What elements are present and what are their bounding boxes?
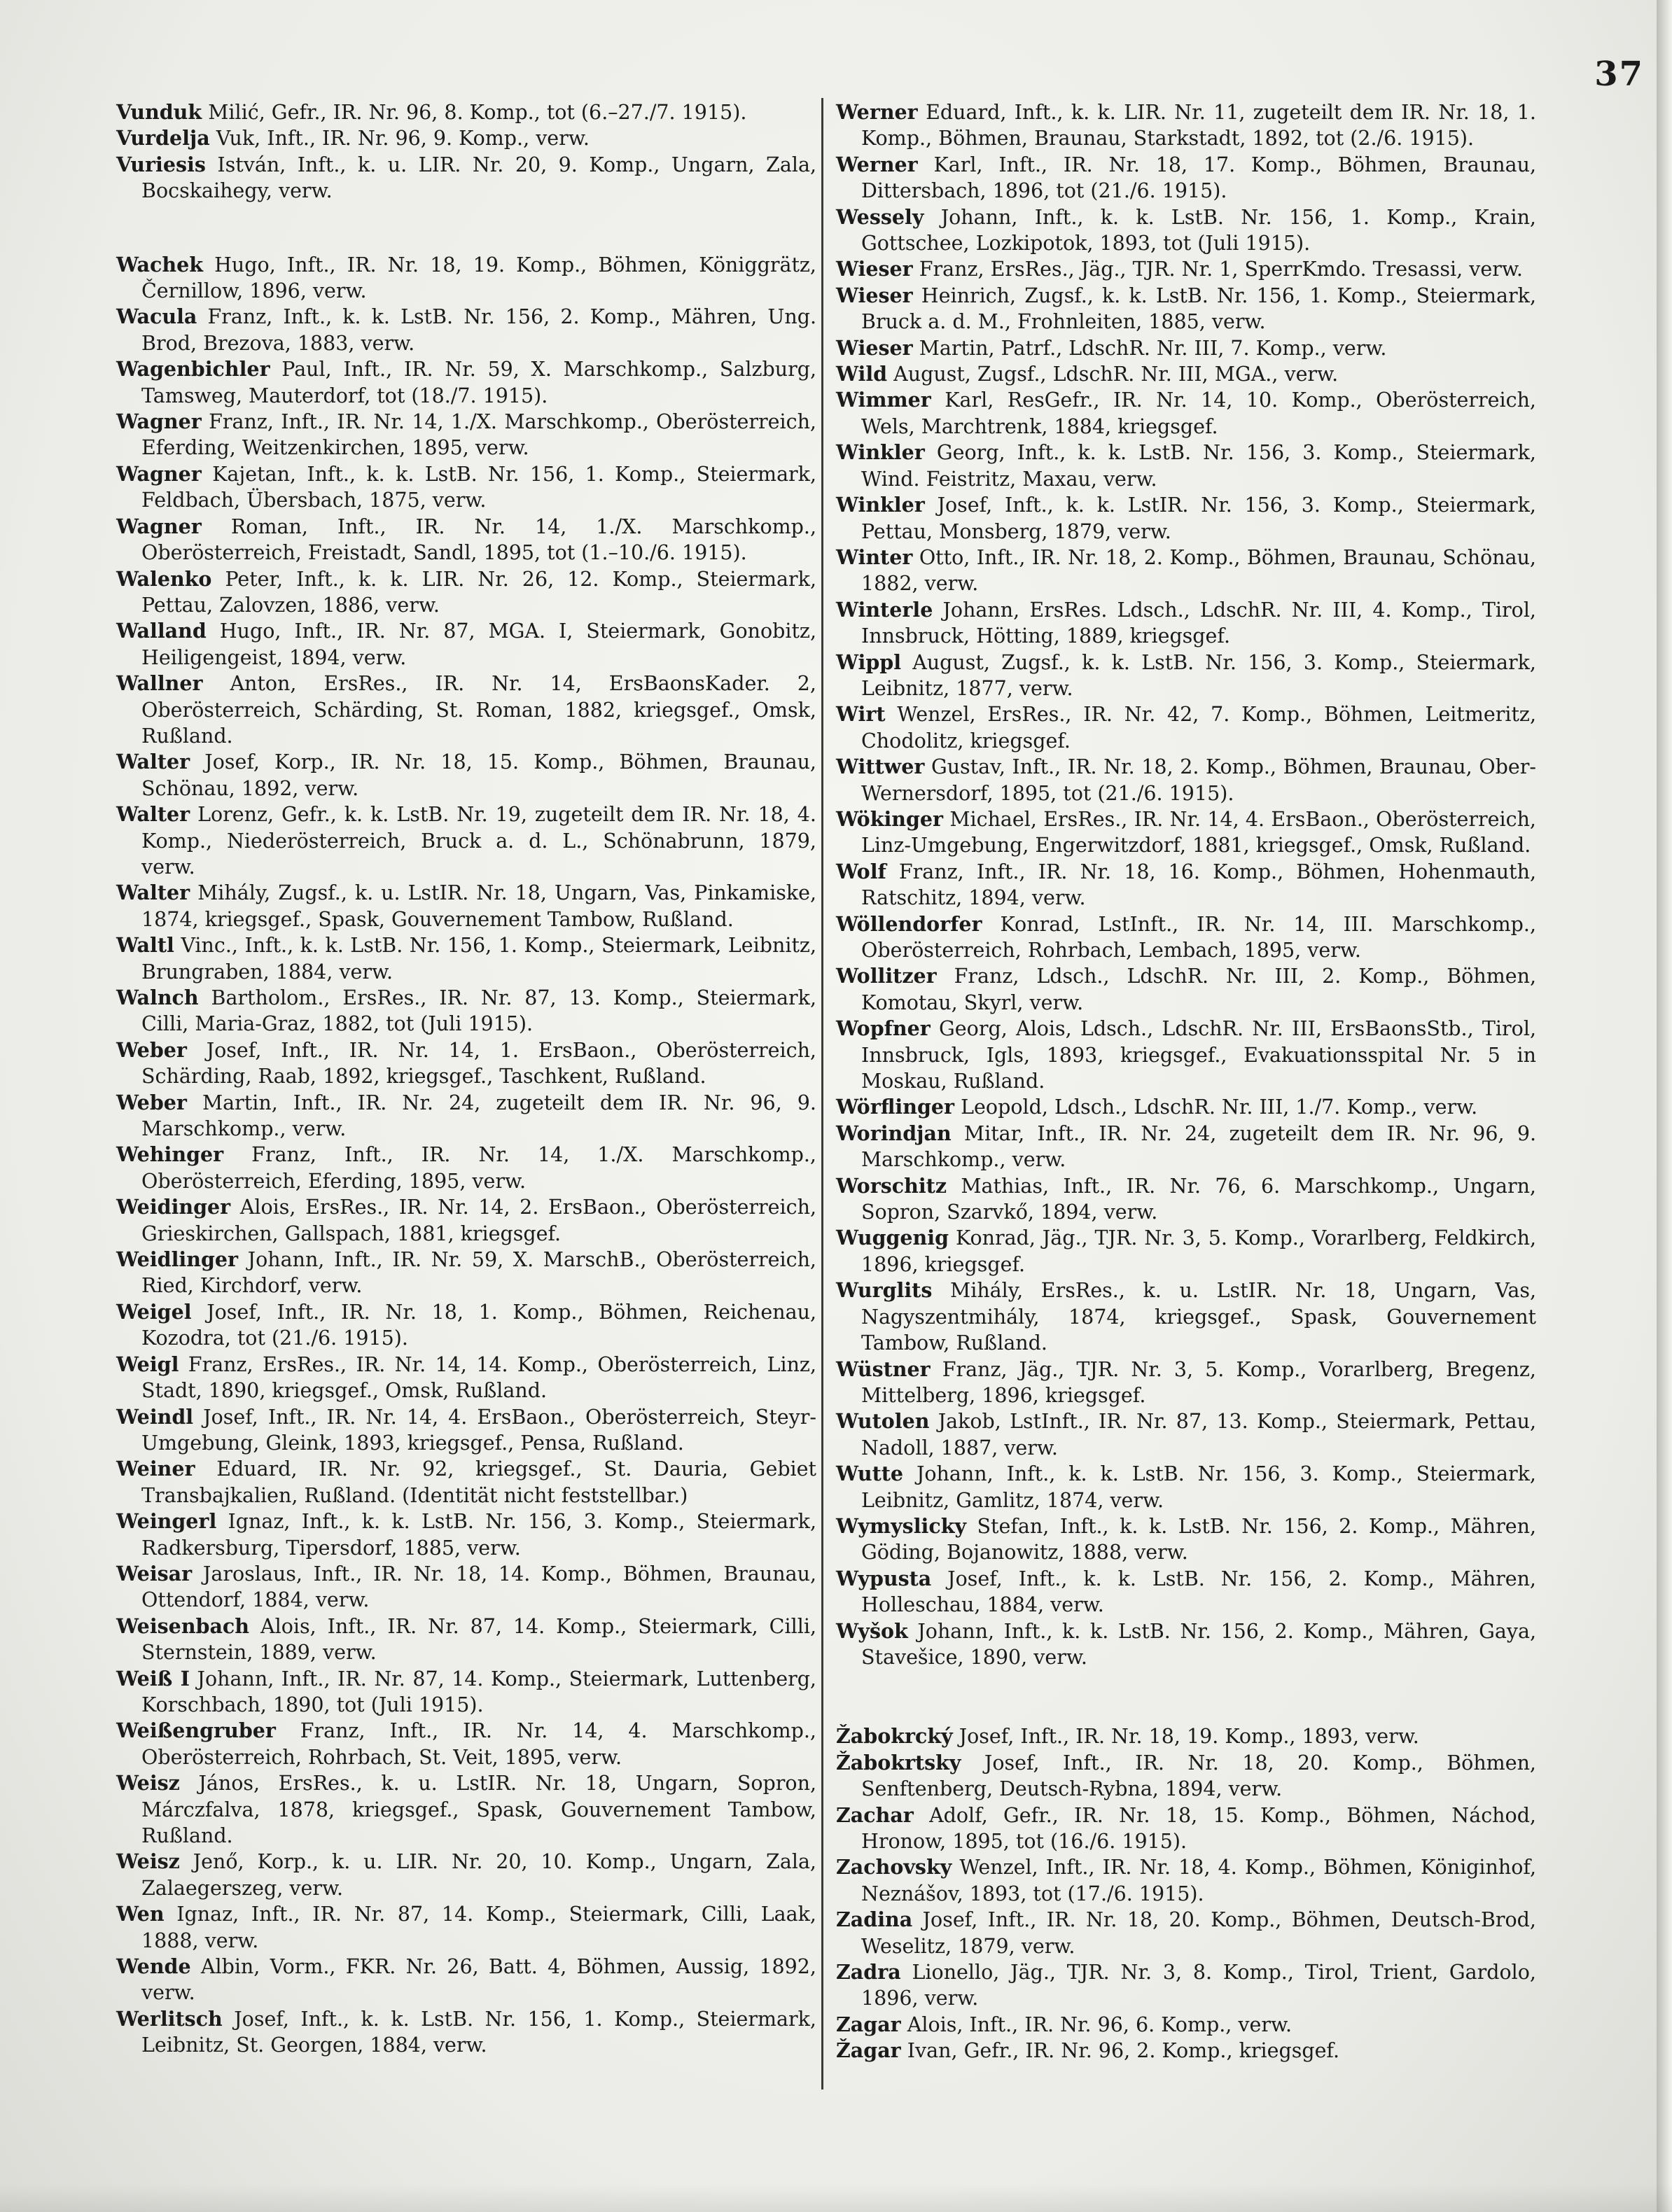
entry-surname: Weißengruber (116, 1718, 276, 1743)
entry-surname: Wieser (836, 257, 913, 281)
entry-details: Josef, Inft., IR. Nr. 14, 4. ErsBaon., Oberösterreich, Steyr-Umgebung, Gleink, 1893, kriegsgef., Pensa, Rußland. (141, 1405, 816, 1455)
entry-surname: Worindjan (836, 1121, 952, 1145)
entry-surname: Walnch (116, 986, 199, 1009)
entry-details: Milić, Gefr., IR. Nr. 96, 8. Komp., tot (6.–27./7. 1915). (208, 101, 747, 124)
register-entry (116, 1718, 816, 1770)
entry-surname: Weber (116, 1037, 187, 1062)
entry-details: Georg, Inft., k. k. LstB. Nr. 156, 3. Komp., Steiermark, Wind. Feistritz, Maxau, verw. (861, 441, 1536, 491)
entry-surname: Wessely (836, 204, 924, 229)
entry-details: Martin, Inft., IR. Nr. 24, zugeteilt dem IR. Nr. 96, 9. Marschkomp., verw. (141, 1091, 816, 1141)
entry-details: István, Inft., k. u. LIR. Nr. 20, 9. Komp., Ungarn, Zala, Bocskaihegy, verw. (141, 153, 816, 203)
entry-details: Leopold, Ldsch., LdschR. Nr. III, 1./7. Komp., verw. (961, 1096, 1478, 1119)
entry-details: Josef, Korp., IR. Nr. 18, 15. Komp., Böhmen, Braunau, Schönau, 1892, verw. (141, 750, 816, 800)
register-entry (116, 1954, 816, 2006)
register-entry (836, 1959, 1536, 2012)
register-entry (836, 1357, 1536, 1409)
entry-surname: Weisar (116, 1561, 193, 1586)
register-entry (116, 1142, 816, 1194)
entry-surname: Weiner (116, 1457, 195, 1481)
register-entry (836, 1566, 1536, 1618)
register-entry (116, 1770, 816, 1849)
register-entry (116, 152, 816, 204)
register-entry (116, 1037, 816, 1090)
entry-surname: Winterle (836, 597, 933, 622)
entry-details: Jaroslaus, Inft., IR. Nr. 18, 14. Komp., Böhmen, Braunau, Ottendorf, 1884, verw. (141, 1562, 816, 1612)
entry-details: Franz, Inft., IR. Nr. 18, 16. Komp., Böhmen, Hohenmauth, Ratschitz, 1894, verw. (861, 860, 1536, 910)
entry-surname: Wallner (116, 671, 203, 696)
entry-details: Mihály, ErsRes., k. u. LstIR. Nr. 18, Ungarn, Vas, Nagyszentmihály, 1874, kriegsgef., Spask, Gouvernement Tambow, Rußland. (861, 1279, 1537, 1355)
entry-details: Lionello, Jäg., TJR. Nr. 3, 8. Komp., Tirol, Trient, Gardolo, 1896, verw. (861, 1961, 1536, 2010)
entry-details: Johann, Inft., IR. Nr. 87, 14. Komp., Steiermark, Luttenberg, Korschbach, 1890, tot (Juli 1915). (141, 1667, 816, 1716)
entry-details: Konrad, Jäg., TJR. Nr. 3, 5. Komp., Vorarlberg, Feldkirch, 1896, kriegsgef. (861, 1226, 1536, 1276)
entry-details: Vinc., Inft., k. k. LstB. Nr. 156, 1. Komp., Steiermark, Leibnitz, Brungraben, 1884, verw. (141, 934, 817, 983)
entry-surname: Wippl (836, 650, 902, 674)
entry-details: Roman, Inft., IR. Nr. 14, 1./X. Marschkomp., Oberösterreich, Freistadt, Sandl, 1895, tot (1.–10./6. 1915). (141, 514, 816, 565)
entry-group-z (836, 1723, 1536, 2064)
entry-surname: Weidinger (116, 1195, 231, 1219)
entry-surname: Wirt (836, 702, 886, 727)
right-column (836, 99, 1536, 2064)
register-entry (116, 802, 816, 880)
entry-surname: Wopfner (836, 1016, 931, 1041)
register-entry (116, 99, 816, 125)
register-entry (836, 152, 1536, 204)
entry-details: Josef, Inft., IR. Nr. 18, 19. Komp., 1893, verw. (959, 1725, 1419, 1749)
entry-details: Ignaz, Inft., IR. Nr. 87, 14. Komp., Steiermark, Cilli, Laak, 1888, verw. (141, 1903, 816, 1952)
register-entry (836, 1016, 1536, 1094)
entry-surname: Walter (116, 750, 190, 774)
register-entry (116, 1666, 816, 1718)
register-entry (116, 749, 816, 802)
entry-surname: Vurdelja (116, 126, 210, 150)
entry-details: Heinrich, Zugsf., k. k. LstB. Nr. 156, 1. Komp., Steiermark, Bruck a. d. M., Frohnleiten, 1885, verw. (861, 284, 1537, 334)
entry-details: Alois, Inft., IR. Nr. 96, 6. Komp., verw. (907, 2012, 1293, 2036)
entry-details: Franz, ErsRes., Jäg., TJR. Nr. 1, SperrKmdo. Tresassi, verw. (919, 258, 1523, 281)
register-entry (836, 2038, 1536, 2064)
entry-surname: Wacula (116, 304, 197, 329)
entry-details: Franz, ErsRes., IR. Nr. 14, 14. Komp., Oberösterreich, Linz, Stadt, 1890, kriegsgef., Omsk, Rußland. (141, 1352, 817, 1403)
entry-surname: Wuggenig (836, 1226, 949, 1250)
entry-details: Karl, Inft., IR. Nr. 18, 17. Komp., Böhmen, Braunau, Dittersbach, 1896, tot (21./6. 1915). (861, 153, 1537, 203)
register-entry (836, 361, 1536, 387)
entry-surname: Wökinger (836, 806, 944, 831)
register-entry (116, 2006, 816, 2059)
register-entry (116, 985, 816, 1037)
entry-surname: Zachovsky (836, 1855, 952, 1879)
entry-surname: Žagar (836, 2038, 901, 2063)
entry-surname: Zadra (836, 1960, 901, 1984)
register-entry (836, 440, 1536, 492)
entry-surname: Wollitzer (836, 964, 937, 988)
entry-surname: Weigel (116, 1299, 192, 1324)
entry-details: Albin, Vorm., FKR. Nr. 26, Batt. 4, Böhmen, Aussig, 1892, verw. (141, 1955, 816, 2005)
register-entry (836, 99, 1536, 152)
register-entry (116, 671, 816, 749)
register-entry (116, 618, 816, 671)
entry-surname: Wagner (116, 461, 202, 486)
register-entry (836, 806, 1536, 859)
entry-details: Martin, Patrf., LdschR. Nr. III, 7. Komp., verw. (919, 336, 1387, 360)
column-divider (821, 98, 823, 2090)
entry-details: Josef, Inft., IR. Nr. 18, 1. Komp., Böhmen, Reichenau, Kozodra, tot (21./6. 1915). (141, 1300, 816, 1350)
register-entry (836, 1618, 1536, 1671)
register-entry (116, 1849, 816, 1901)
entry-details: Josef, Inft., k. k. LstB. Nr. 156, 1. Komp., Steiermark, Leibnitz, St. Georgen, 1884, verw. (141, 2007, 816, 2057)
entry-details: Josef, Inft., IR. Nr. 14, 1. ErsBaon., Oberösterreich, Schärding, Raab, 1892, kriegsgef., Taschkent, Rußland. (141, 1038, 816, 1088)
register-entry (836, 1461, 1536, 1513)
entry-surname: Zadina (836, 1907, 913, 1932)
entry-details: Paul, Inft., IR. Nr. 59, X. Marschkomp., Salzburg, Tamsweg, Mauterdorf, tot (18./7. 1915). (141, 358, 816, 407)
register-entry (836, 701, 1536, 754)
entry-group-v (116, 99, 816, 204)
register-entry (116, 1508, 816, 1561)
entry-details: Franz, Jäg., TJR. Nr. 3, 5. Komp., Vorarlberg, Bregenz, Mittelberg, 1896, kriegsgef. (861, 1357, 1536, 1407)
entry-details: Josef, Inft., k. k. LstIR. Nr. 156, 3. Komp., Steiermark, Pettau, Monsberg, 1879, verw. (861, 493, 1536, 543)
entry-surname: Wurglits (836, 1278, 933, 1303)
register-entry (836, 754, 1536, 806)
entry-details: Konrad, LstInft., IR. Nr. 14, III. Marschkomp., Oberösterreich, Rohrbach, Lembach, 1895, verw. (861, 912, 1536, 962)
entry-surname: Wagenbichler (116, 357, 270, 382)
entry-surname: Waltl (116, 933, 174, 958)
entry-surname: Wutte (836, 1462, 904, 1486)
entry-details: Eduard, Inft., k. k. LIR. Nr. 11, zugeteilt dem IR. Nr. 18, 1. Komp., Böhmen, Braunau, Starkstadt, 1892, tot (2./6. 1915). (861, 101, 1536, 150)
entry-surname: Walland (116, 619, 207, 643)
register-entry (116, 1194, 816, 1247)
entry-details: August, Zugsf., LdschR. Nr. III, MGA., verw. (893, 363, 1339, 386)
register-entry (836, 1094, 1536, 1120)
register-entry (116, 566, 816, 619)
entry-surname: Weber (116, 1090, 187, 1114)
register-entry (836, 1750, 1536, 1802)
entry-surname: Walenko (116, 566, 212, 591)
entry-details: Franz, Inft., IR. Nr. 14, 4. Marschkomp., Oberösterreich, Rohrbach, St. Veit, 1895, verw. (141, 1719, 816, 1769)
entry-details: Alois, Inft., IR. Nr. 87, 14. Komp., Steiermark, Cilli, Sternstein, 1889, verw. (141, 1614, 817, 1665)
register-entry (836, 492, 1536, 545)
entry-surname: Walter (116, 881, 190, 905)
entry-details: Wenzel, ErsRes., IR. Nr. 42, 7. Komp., Böhmen, Leitmeritz, Chodolitz, kriegsgef. (861, 703, 1536, 752)
entry-surname: Winter (836, 545, 913, 569)
entry-details: Johann, Inft., k. k. LstB. Nr. 156, 3. Komp., Steiermark, Leibnitz, Gamlitz, 1874, verw. (861, 1462, 1536, 1512)
entry-surname: Weingerl (116, 1509, 217, 1534)
entry-details: Eduard, IR. Nr. 92, kriegsgef., St. Dauria, Gebiet Transbajkalien, Rußland. (Identität nicht feststellbar.) (141, 1457, 816, 1507)
register-entry (836, 1802, 1536, 1855)
register-entry (836, 597, 1536, 650)
entry-details: Hugo, Inft., IR. Nr. 87, MGA. I, Steiermark, Gonobitz, Heiligengeist, 1894, verw. (141, 620, 817, 669)
entry-surname: Winkler (836, 493, 925, 517)
left-column (116, 99, 816, 2059)
register-entry (116, 1247, 816, 1299)
entry-details: Anton, ErsRes., IR. Nr. 14, ErsBaonsKader. 2, Oberösterreich, Schärding, St. Roman, 1882, kriegsgef., Omsk, Rußland. (141, 672, 816, 748)
entry-surname: Wüstner (836, 1357, 931, 1381)
entry-group-w (836, 99, 1536, 1670)
entry-details: Johann, Inft., k. k. LstB. Nr. 156, 1. Komp., Krain, Gottschee, Lozkipotok, 1893, tot (Juli 1915). (861, 205, 1536, 255)
entry-details: Alois, ErsRes., IR. Nr. 14, 2. ErsBaon., Oberösterreich, Grieskirchen, Gallspach, 1881, kriegsgef. (141, 1196, 817, 1245)
entry-details: Johann, Inft., k. k. LstB. Nr. 156, 2. Komp., Mähren, Gaya, Stavešice, 1890, verw. (861, 1619, 1537, 1669)
entry-group-w (116, 252, 816, 2059)
register-entry (836, 1513, 1536, 1566)
entry-details: Karl, ResGefr., IR. Nr. 14, 10. Komp., Oberösterreich, Wels, Marchtrenk, 1884, kriegsgef. (861, 388, 1536, 438)
register-entry (836, 387, 1536, 440)
register-entry (116, 1404, 816, 1457)
entry-details: Gustav, Inft., IR. Nr. 18, 2. Komp., Böhmen, Braunau, Ober-Wernersdorf, 1895, tot (21./6. 1915). (861, 755, 1536, 805)
register-entry (836, 1173, 1536, 1226)
register-entry (836, 650, 1536, 702)
register-entry (836, 204, 1536, 257)
entry-surname: Wittwer (836, 755, 925, 779)
register-entry (116, 252, 816, 304)
register-entry (836, 283, 1536, 335)
entry-surname: Weigl (116, 1352, 179, 1376)
entry-details: Otto, Inft., IR. Nr. 18, 2. Komp., Böhmen, Braunau, Schönau, 1882, verw. (861, 545, 1536, 596)
entry-surname: Wagner (116, 410, 202, 434)
entry-details: Johann, Inft., IR. Nr. 59, X. MarschB., Oberösterreich, Ried, Kirchdorf, verw. (141, 1248, 816, 1298)
register-entry (116, 409, 816, 461)
entry-details: Josef, Inft., k. k. LstB. Nr. 156, 2. Komp., Mähren, Holleschau, 1884, verw. (861, 1567, 1536, 1617)
entry-surname: Wypusta (836, 1566, 932, 1590)
entry-details: Franz, Ldsch., LdschR. Nr. III, 2. Komp., Böhmen, Komotau, Skyrl, verw. (861, 965, 1537, 1014)
entry-details: Vuk, Inft., IR. Nr. 96, 9. Komp., verw. (216, 127, 590, 150)
register-entry (836, 1907, 1536, 1959)
register-entry (116, 461, 816, 514)
page-bottom-shadow (0, 2184, 1672, 2212)
register-entry (116, 1352, 816, 1404)
register-entry (836, 1278, 1536, 1356)
entry-details: Peter, Inft., k. k. LIR. Nr. 26, 12. Komp., Steiermark, Pettau, Zalovzen, 1886, verw. (141, 567, 817, 617)
register-entry (116, 880, 816, 932)
register-entry (836, 963, 1536, 1016)
entry-surname: Wagner (116, 514, 202, 538)
register-entry (116, 1561, 816, 1614)
entry-surname: Winkler (836, 440, 925, 465)
entry-surname: Wild (836, 362, 888, 386)
entry-surname: Zagar (836, 2012, 901, 2036)
entry-surname: Wöllendorfer (836, 911, 982, 936)
entry-details: Franz, Inft., IR. Nr. 14, 1./X. Marschkomp., Oberösterreich, Eferding, 1895, verw. (141, 1143, 816, 1193)
entry-details: Michael, ErsRes., IR. Nr. 14, 4. ErsBaon., Oberösterreich, Linz-Umgebung, Engerwitzdorf, 1881, kriegsgef., Omsk, Rußland. (861, 807, 1536, 858)
entry-details: Mathias, Inft., IR. Nr. 76, 6. Marschkomp., Ungarn, Sopron, Szarvkő, 1894, verw. (861, 1174, 1536, 1224)
group-spacer (116, 204, 816, 252)
page-edge-shadow (1657, 0, 1672, 2212)
entry-details: Ignaz, Inft., k. k. LstB. Nr. 156, 3. Komp., Steiermark, Radkersburg, Tipersdorf, 1885, verw. (141, 1510, 816, 1560)
register-entry (116, 356, 816, 409)
entry-surname: Werner (836, 100, 918, 124)
register-entry (836, 545, 1536, 597)
entry-details: Johann, ErsRes. Ldsch., LdschR. Nr. III, 4. Komp., Tirol, Innsbruck, Hötting, 1889, kriegsgef. (861, 598, 1536, 648)
entry-surname: Wieser (836, 335, 913, 360)
register-entry (116, 932, 816, 985)
entry-surname: Wehinger (116, 1142, 224, 1167)
entry-surname: Wutolen (836, 1409, 930, 1434)
entry-surname: Wyšok (836, 1618, 908, 1643)
entry-details: Stefan, Inft., k. k. LstB. Nr. 156, 2. Komp., Mähren, Göding, Bojanowitz, 1888, verw. (861, 1514, 1536, 1564)
entry-details: Bartholom., ErsRes., IR. Nr. 87, 13. Komp., Steiermark, Cilli, Maria-Graz, 1882, tot (Juli 1915). (141, 986, 817, 1036)
entry-surname: Wachek (116, 252, 203, 276)
entry-surname: Werner (836, 152, 918, 176)
entry-surname: Weisz (116, 1771, 180, 1795)
entry-details: Georg, Alois, Ldsch., LdschR. Nr. III, ErsBaonsStb., Tirol, Innsbruck, Igls, 1893, kriegsgef., Evakuationsspital Nr. 5 in Moskau, Rußland. (861, 1017, 1537, 1093)
register-entry (836, 2012, 1536, 2038)
register-entry (116, 1614, 816, 1666)
entry-details: János, ErsRes., k. u. LstIR. Nr. 18, Ungarn, Sopron, Márczfalva, 1878, kriegsgef., Spask, Gouvernement Tambow, Rußland. (141, 1772, 816, 1847)
group-spacer (836, 1670, 1536, 1723)
register-entry (836, 1121, 1536, 1173)
register-entry (836, 256, 1536, 282)
entry-surname: Wende (116, 1954, 191, 1979)
entry-surname: Zachar (836, 1802, 914, 1827)
entry-surname: Worschitz (836, 1173, 947, 1198)
register-entry (116, 1090, 816, 1142)
entry-details: Josef, Inft., IR. Nr. 18, 20. Komp., Böhmen, Senftenberg, Deutsch-Rybna, 1894, verw. (861, 1751, 1536, 1801)
entry-details: Franz, Inft., k. k. LstB. Nr. 156, 2. Komp., Mähren, Ung. Brod, Brezova, 1883, verw. (141, 305, 817, 355)
register-entry (116, 514, 816, 566)
entry-surname: Wieser (836, 283, 913, 307)
entry-details: Lorenz, Gefr., k. k. LstB. Nr. 19, zugeteilt dem IR. Nr. 18, 4. Komp., Niederösterreich, Bruck a. d. L., Schönabrunn, 1879, verw. (141, 803, 816, 878)
entry-surname: Werlitsch (116, 2006, 223, 2031)
entry-surname: Weiß I (116, 1666, 190, 1690)
entry-surname: Žabokrtsky (836, 1750, 961, 1774)
entry-details: Ivan, Gefr., IR. Nr. 96, 2. Komp., kriegsgef. (907, 2039, 1340, 2063)
entry-surname: Žabokrcký (836, 1724, 953, 1749)
entry-surname: Wymyslicky (836, 1513, 967, 1538)
entry-surname: Wörflinger (836, 1095, 955, 1119)
register-entry (836, 335, 1536, 361)
page-number: 37 (1594, 55, 1644, 94)
entry-details: Kajetan, Inft., k. k. LstB. Nr. 156, 1. Komp., Steiermark, Feldbach, Übersbach, 1875, verw. (141, 462, 817, 512)
entry-details: Franz, Inft., IR. Nr. 14, 1./X. Marschkomp., Oberösterreich, Eferding, Weitzenkirchen, 1895, verw. (141, 410, 816, 460)
register-entry (836, 1723, 1536, 1749)
entry-details: Mitar, Inft., IR. Nr. 24, zugeteilt dem IR. Nr. 96, 9. Marschkomp., verw. (861, 1121, 1537, 1172)
register-entry (116, 125, 816, 151)
entry-surname: Weidlinger (116, 1247, 239, 1272)
entry-surname: Weisenbach (116, 1614, 250, 1638)
entry-details: Adolf, Gefr., IR. Nr. 18, 15. Komp., Böhmen, Náchod, Hronow, 1895, tot (16./6. 1915). (861, 1803, 1536, 1853)
register-entry (836, 1225, 1536, 1278)
entry-surname: Weisz (116, 1849, 180, 1874)
register-entry (836, 911, 1536, 964)
entry-surname: Wen (116, 1902, 165, 1926)
entry-surname: Vuriesis (116, 152, 206, 176)
entry-surname: Wolf (836, 859, 886, 883)
entry-details: Jenő, Korp., k. u. LIR. Nr. 20, 10. Komp., Ungarn, Zala, Zalaegerszeg, verw. (141, 1850, 816, 1900)
register-entry (836, 1854, 1536, 1907)
entry-surname: Weindl (116, 1404, 194, 1429)
register-entry (116, 1456, 816, 1508)
register-entry (116, 1901, 816, 1954)
entry-surname: Wimmer (836, 388, 931, 412)
entry-details: Mihály, Zugsf., k. u. LstIR. Nr. 18, Ungarn, Vas, Pinkamiske, 1874, kriegsgef., Spask, Gouvernement Tambow, Rußland. (141, 881, 817, 931)
register-entry (836, 859, 1536, 911)
entry-details: Hugo, Inft., IR. Nr. 18, 19. Komp., Böhmen, Königgrätz, Černillow, 1896, verw. (141, 253, 816, 303)
register-entry (116, 304, 816, 356)
entry-details: Wenzel, Inft., IR. Nr. 18, 4. Komp., Böhmen, Königinhof, Neznášov, 1893, tot (17./6. 1915). (861, 1856, 1537, 1905)
entry-details: Josef, Inft., IR. Nr. 18, 20. Komp., Böhmen, Deutsch-Brod, Weselitz, 1879, verw. (861, 1908, 1536, 1958)
entry-details: Jakob, LstInft., IR. Nr. 87, 13. Komp., Steiermark, Pettau, Nadoll, 1887, verw. (861, 1410, 1536, 1460)
register-entry (836, 1408, 1536, 1461)
register-entry (116, 1299, 816, 1352)
entry-surname: Walter (116, 802, 190, 827)
entry-surname: Vunduk (116, 100, 202, 124)
entry-details: August, Zugsf., k. k. LstB. Nr. 156, 3. Komp., Steiermark, Leibnitz, 1877, verw. (861, 650, 1536, 700)
